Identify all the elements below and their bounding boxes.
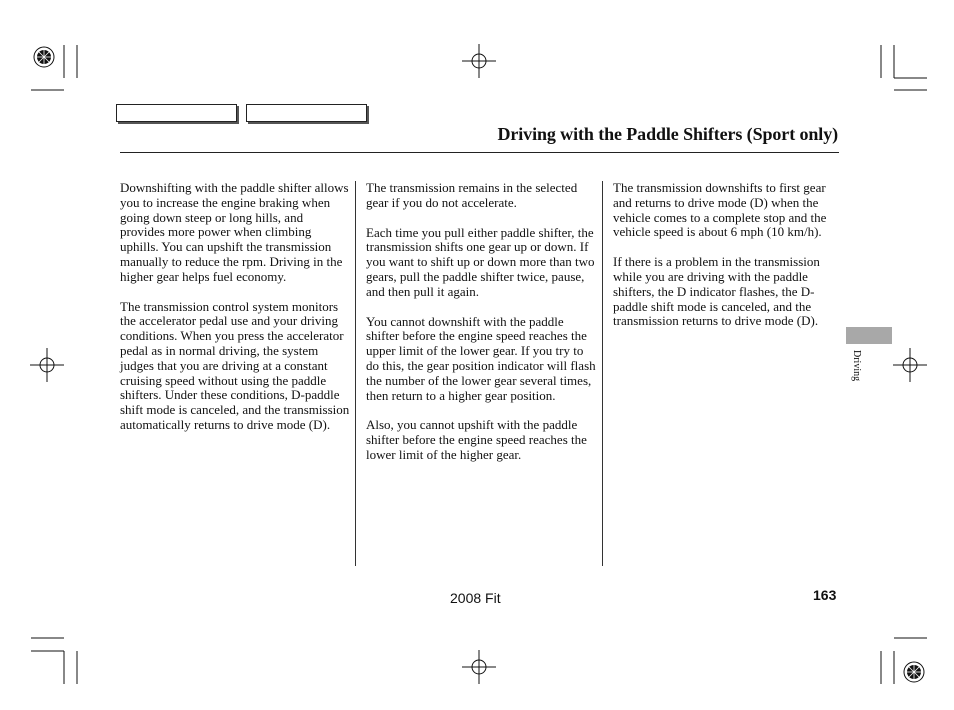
- paragraph: Downshifting with the paddle shifter allows you to increase the engine braking when going down steep or long hills, and provides more power when climbing uphills. You can upshift the transmission manually to reduce the rpm. Driving in the higher gear helps fuel economy.: [120, 180, 349, 284]
- registration-target-icon: [34, 47, 54, 67]
- section-tab: [846, 327, 892, 344]
- section-tab-label: Driving: [851, 350, 862, 382]
- text-column-1: [120, 181, 350, 448]
- title-rule: [120, 152, 839, 153]
- header-tab-box-2: [246, 104, 367, 122]
- text-column-3: [613, 181, 835, 344]
- registration-target-icon: [904, 662, 924, 682]
- paragraph: The transmission downshifts to first gear and returns to drive mode (D) when the vehicle comes to a complete stop and the vehicle speed is about 6 mph (10 km/h).: [613, 180, 827, 240]
- paragraph: Each time you pull either paddle shifter, the transmission shifts one gear up or down. If you want to shift up or down more than two gears, pull the paddle shifter twice, pause, and then pull it again.: [366, 224, 595, 299]
- column-divider: [355, 181, 356, 566]
- page-number: 163: [813, 587, 837, 603]
- paragraph: The transmission remains in the selected gear if you do not accelerate.: [366, 180, 578, 210]
- text-column-2: [366, 181, 596, 478]
- header-tab-box-1: [116, 104, 237, 122]
- footer-model: 2008 Fit: [450, 590, 501, 606]
- page-title: Driving with the Paddle Shifters (Sport only): [497, 124, 838, 144]
- paragraph: You cannot downshift with the paddle shifter before the engine speed reaches the upper limit of the lower gear. If you try to do this, the gear position indicator will flash the number of the lower gear several times, then return to a higher gear position.: [366, 313, 596, 403]
- paragraph: Also, you cannot upshift with the paddle shifter before the engine speed reaches the lower limit of the higher gear.: [366, 417, 587, 462]
- paragraph: The transmission control system monitors the accelerator pedal use and your driving conditions. When you press the accelerator pedal as in normal driving, the system judges that you are driving at a constant cruising speed without using the paddle shifters. Under these conditions, D-paddle shift mode is canceled, and the transmission automatically returns to drive mode (D).: [120, 298, 350, 432]
- paragraph: If there is a problem in the transmission while you are driving with the paddle shifters, the D indicator flashes, the D-paddle shift mode is canceled, and the transmission returns to drive mode (D).: [613, 254, 820, 329]
- column-divider: [602, 181, 603, 566]
